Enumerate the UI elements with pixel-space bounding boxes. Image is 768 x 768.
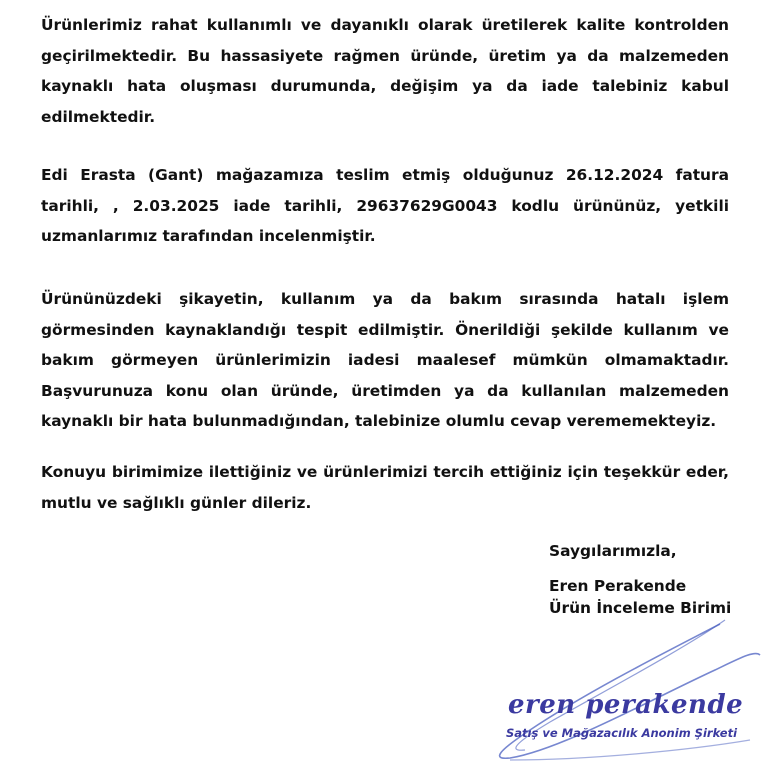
paragraph-product-details: Edi Erasta (Gant) mağazamıza teslim etmiş olduğunuz 26.12.2024 fatura tarihli, , 2.03.2025 iade tarihli, 29637629G0043 kodlu ürününüz, yetkili uzmanlarımız tarafından incelenmiştir.	[41, 166, 729, 245]
paragraph-thanks: Konuyu birimimize ilettiğiniz ve ürünlerimizi tercih ettiğiniz için teşekkür eder, mutlu ve sağlıklı günler dileriz.	[41, 463, 729, 512]
paragraph-quality: Ürünlerimiz rahat kullanımlı ve dayanıklı olarak üretilerek kalite kontrolden geçirilmektedir. Bu hassasiyete rağmen üründe, üretim ya da malzemeden kaynaklı hata oluşması durumunda, değişim ya da iade talebiniz kabul edilmektedir.	[41, 16, 729, 126]
paragraph-inspection-result: Ürününüzdeki şikayetin, kullanım ya da bakım sırasında hatalı işlem görmesinden kaynaklandığı tespit edilmiştir. Önerildiği şekilde kullanım ve bakım görmeyen ürünlerimizin iadesi maalesef mümkün olmamaktadır. Başvurunuza konu olan üründe, üretimden ya da kullanılan malzemeden kaynaklı bir hata bulunmadığından, talebinize olumlu cevap verememekteyiz.	[41, 290, 729, 430]
stamp-brand: eren perakende	[508, 690, 744, 720]
signatory-department: Ürün İnceleme Birimi	[549, 599, 732, 617]
signatory-company: Eren Perakende	[549, 577, 687, 595]
closing-salutation: Saygılarımızla,	[549, 542, 677, 560]
stamp-subtitle: Satış ve Mağazacılık Anonim Şirketi	[506, 726, 738, 740]
signature-scribble-icon	[470, 610, 768, 768]
